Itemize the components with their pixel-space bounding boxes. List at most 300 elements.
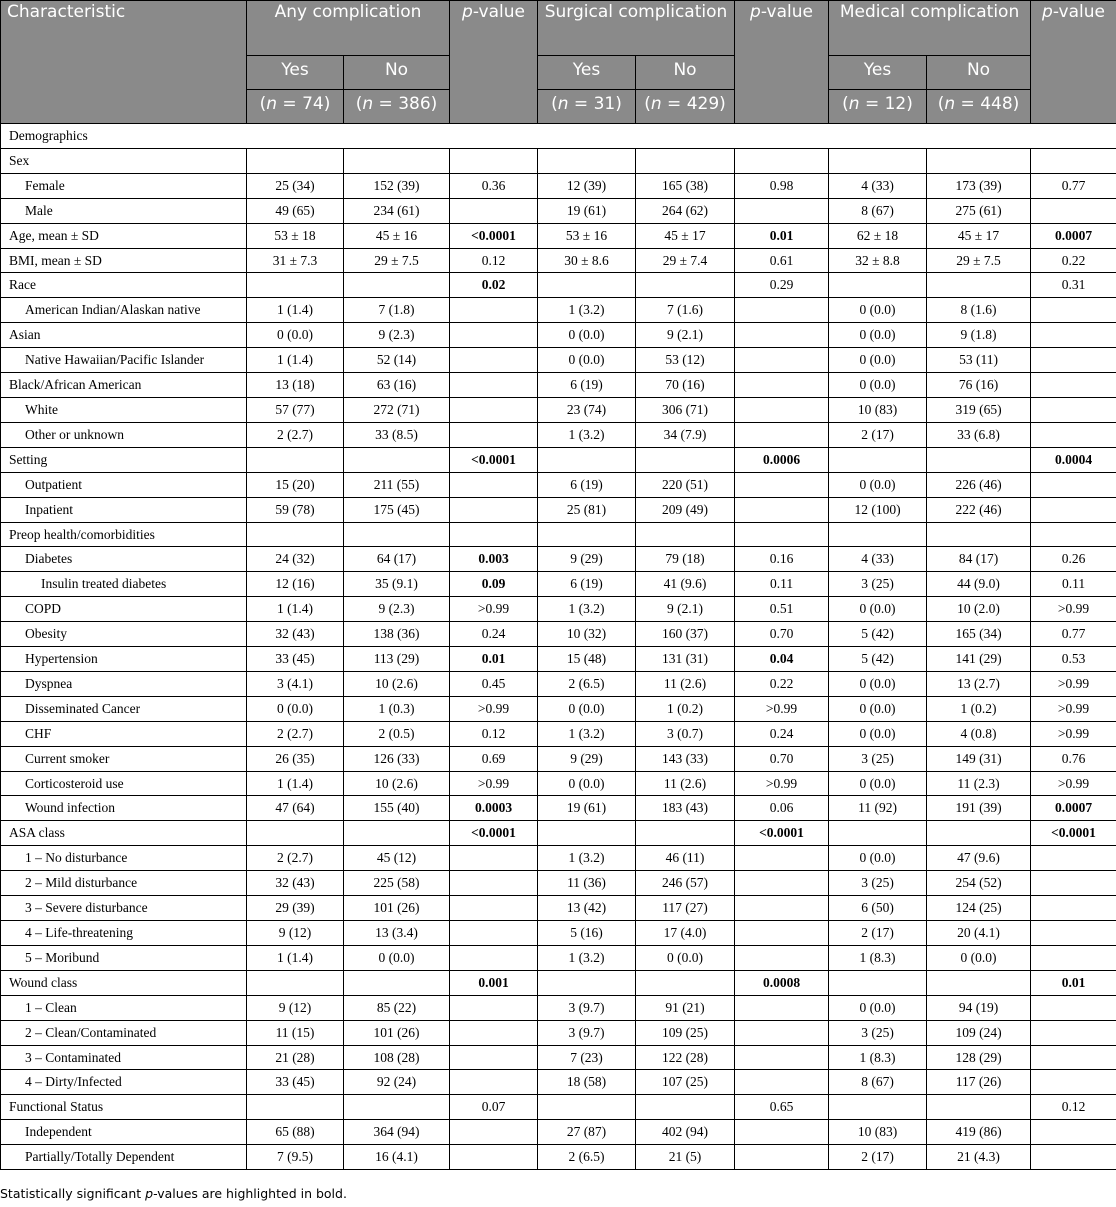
data-cell: 1 (1.4) [247, 597, 344, 622]
data-cell: 25 (81) [538, 497, 636, 522]
data-cell [538, 148, 636, 173]
table-row [1, 198, 1116, 223]
data-cell: 5 (42) [829, 622, 927, 647]
p-value-cell [735, 148, 829, 173]
table-row [1, 746, 1116, 771]
p-value-cell: 0.0007 [1031, 796, 1116, 821]
p-value-cell: 0.11 [1031, 572, 1116, 597]
data-cell: 3 (25) [829, 871, 927, 896]
table-row [1, 871, 1116, 896]
p-value-cell: 0.53 [1031, 647, 1116, 672]
p-value-cell [1031, 323, 1116, 348]
data-cell: 0 (0.0) [829, 348, 927, 373]
data-cell: 419 (86) [927, 1120, 1031, 1145]
p-value-cell [735, 422, 829, 447]
data-cell: 2 (17) [829, 422, 927, 447]
table-row [1, 821, 1116, 846]
data-cell: 117 (27) [636, 896, 735, 921]
p-value-cell [735, 472, 829, 497]
p-italic: p [1042, 2, 1053, 22]
p-value-cell: 0.45 [450, 671, 538, 696]
data-cell: 141 (29) [927, 647, 1031, 672]
row-label: Demographics [1, 124, 1116, 149]
data-cell: 11 (2.6) [636, 771, 735, 796]
header-p-value-medical [1031, 1, 1116, 124]
header-medical-complication: Medical complication [829, 1, 1031, 56]
data-cell [636, 148, 735, 173]
p-value-cell: 0.01 [1031, 970, 1116, 995]
table-row [1, 771, 1116, 796]
p-value-cell: 0.12 [450, 721, 538, 746]
p-value-cell: 0.98 [735, 173, 829, 198]
n-eq: = [568, 94, 594, 114]
row-label: American Indian/Alaskan native [1, 298, 247, 323]
data-cell: 49 (65) [247, 198, 344, 223]
data-cell [538, 273, 636, 298]
p-value-cell [450, 148, 538, 173]
data-cell: 0 (0.0) [829, 696, 927, 721]
table-row [1, 472, 1116, 497]
p-value-cell [735, 1045, 829, 1070]
p-value-cell: >0.99 [1031, 696, 1116, 721]
data-cell: 2 (6.5) [538, 1145, 636, 1170]
table-row [1, 298, 1116, 323]
data-cell: 12 (100) [829, 497, 927, 522]
p-value-cell: 0.12 [1031, 1095, 1116, 1120]
data-cell: 402 (94) [636, 1120, 735, 1145]
row-label: Female [1, 173, 247, 198]
data-cell: 107 (25) [636, 1070, 735, 1095]
footnote-p-italic: p [145, 1186, 154, 1201]
data-cell: 47 (9.6) [927, 846, 1031, 871]
data-cell [829, 970, 927, 995]
table-row [1, 248, 1116, 273]
header-n-surgical-yes [538, 90, 636, 124]
data-cell: 19 (61) [538, 796, 636, 821]
data-cell: 272 (71) [344, 397, 450, 422]
p-value-cell: 0.24 [735, 721, 829, 746]
table-row [1, 522, 1116, 547]
n-value: 74 [302, 94, 324, 114]
data-cell: 211 (55) [344, 472, 450, 497]
p-value-cell: 0.24 [450, 622, 538, 647]
n-eq: = [661, 94, 687, 114]
p-value-cell: 0.29 [735, 273, 829, 298]
data-cell: 1 (3.2) [538, 422, 636, 447]
data-cell: 11 (15) [247, 1020, 344, 1045]
p-value-cell: >0.99 [450, 696, 538, 721]
data-cell [247, 821, 344, 846]
data-cell: 6 (50) [829, 896, 927, 921]
data-cell: 20 (4.1) [927, 921, 1031, 946]
data-cell: 319 (65) [927, 397, 1031, 422]
p-value-cell [1031, 846, 1116, 871]
data-cell: 45 ± 17 [636, 223, 735, 248]
data-cell: 57 (77) [247, 397, 344, 422]
data-cell [344, 447, 450, 472]
data-cell: 33 (8.5) [344, 422, 450, 447]
data-cell: 209 (49) [636, 497, 735, 522]
data-cell: 0 (0.0) [247, 323, 344, 348]
header-surgical-no: No [636, 56, 735, 90]
p-value-cell [735, 945, 829, 970]
table-row [1, 846, 1116, 871]
data-cell [344, 522, 450, 547]
data-cell: 13 (18) [247, 373, 344, 398]
data-cell: 0 (0.0) [829, 846, 927, 871]
header-n-medical-no [927, 90, 1031, 124]
data-cell [344, 821, 450, 846]
header-p-value-any [450, 1, 538, 124]
data-cell: 0 (0.0) [538, 696, 636, 721]
row-label: Preop health/comorbidities [1, 522, 247, 547]
row-label: 4 – Dirty/Infected [1, 1070, 247, 1095]
data-cell: 32 (43) [247, 871, 344, 896]
data-cell: 0 (0.0) [247, 696, 344, 721]
n-value: 448 [980, 94, 1013, 114]
table-row [1, 124, 1116, 149]
header-any-complication: Any complication [247, 1, 450, 56]
p-value-cell: <0.0001 [1031, 821, 1116, 846]
row-label: Asian [1, 323, 247, 348]
data-cell: 23 (74) [538, 397, 636, 422]
data-cell: 275 (61) [927, 198, 1031, 223]
n-value: 429 [686, 94, 720, 114]
table-row [1, 1095, 1116, 1120]
data-cell: 165 (34) [927, 622, 1031, 647]
data-cell: 9 (29) [538, 746, 636, 771]
data-cell: 138 (36) [344, 622, 450, 647]
data-cell: 4 (33) [829, 173, 927, 198]
row-label: COPD [1, 597, 247, 622]
p-value-cell: 0.12 [450, 248, 538, 273]
data-cell: 306 (71) [636, 397, 735, 422]
data-cell: 3 (0.7) [636, 721, 735, 746]
n-open: ( [551, 94, 558, 114]
n-open: ( [355, 94, 363, 114]
row-label: Age, mean ± SD [1, 223, 247, 248]
data-cell: 10 (83) [829, 1120, 927, 1145]
p-value-cell [450, 945, 538, 970]
n-close: ) [1012, 94, 1020, 114]
data-cell: 7 (1.6) [636, 298, 735, 323]
data-cell: 0 (0.0) [829, 373, 927, 398]
table-row [1, 223, 1116, 248]
row-label: 3 – Contaminated [1, 1045, 247, 1070]
table-row [1, 970, 1116, 995]
n-open: ( [937, 94, 945, 114]
p-value-cell [1031, 871, 1116, 896]
p-value-cell [1031, 298, 1116, 323]
p-value-cell [450, 1120, 538, 1145]
n-italic: n [362, 94, 374, 114]
header-n-any-no [344, 90, 450, 124]
data-cell: 59 (78) [247, 497, 344, 522]
n-italic: n [266, 94, 278, 114]
data-cell: 124 (25) [927, 896, 1031, 921]
data-cell [927, 970, 1031, 995]
p-value-cell [1031, 1145, 1116, 1170]
row-label: Wound infection [1, 796, 247, 821]
p-value-cell: >0.99 [1031, 771, 1116, 796]
data-cell [829, 148, 927, 173]
data-cell: 24 (32) [247, 547, 344, 572]
table-row [1, 323, 1116, 348]
p-value-cell: 0.06 [735, 796, 829, 821]
row-label: 2 – Mild disturbance [1, 871, 247, 896]
table-body [1, 124, 1116, 1170]
header-any-yes: Yes [247, 56, 344, 90]
p-value-cell [735, 198, 829, 223]
data-cell [538, 447, 636, 472]
header-characteristic: Characteristic [1, 1, 247, 124]
data-cell: 9 (2.3) [344, 323, 450, 348]
data-cell: 0 (0.0) [829, 298, 927, 323]
data-cell: 94 (19) [927, 995, 1031, 1020]
row-label: Obesity [1, 622, 247, 647]
data-cell [927, 273, 1031, 298]
row-label: Insulin treated diabetes [1, 572, 247, 597]
data-cell: 27 (87) [538, 1120, 636, 1145]
row-label: Outpatient [1, 472, 247, 497]
data-cell: 29 (39) [247, 896, 344, 921]
data-cell: 9 (2.3) [344, 597, 450, 622]
p-value-cell [450, 846, 538, 871]
data-cell: 220 (51) [636, 472, 735, 497]
data-cell: 29 ± 7.5 [927, 248, 1031, 273]
data-cell: 7 (23) [538, 1045, 636, 1070]
data-cell: 5 (16) [538, 921, 636, 946]
data-cell: 1 (3.2) [538, 721, 636, 746]
n-italic: n [944, 94, 956, 114]
p-value-cell: >0.99 [1031, 597, 1116, 622]
data-cell: 143 (33) [636, 746, 735, 771]
table-row [1, 422, 1116, 447]
n-close: ) [719, 94, 726, 114]
row-label: 1 – No disturbance [1, 846, 247, 871]
data-cell: 10 (2.0) [927, 597, 1031, 622]
data-cell: 79 (18) [636, 547, 735, 572]
data-cell: 1 (8.3) [829, 945, 927, 970]
p-value-cell [450, 896, 538, 921]
data-cell: 33 (6.8) [927, 422, 1031, 447]
table-row [1, 497, 1116, 522]
data-cell: 122 (28) [636, 1045, 735, 1070]
data-cell: 10 (2.6) [344, 671, 450, 696]
data-cell: 15 (20) [247, 472, 344, 497]
data-cell: 3 (4.1) [247, 671, 344, 696]
data-cell: 12 (16) [247, 572, 344, 597]
p-value-cell: >0.99 [450, 771, 538, 796]
p-value-cell: 0.04 [735, 647, 829, 672]
row-label: Inpatient [1, 497, 247, 522]
data-cell [538, 821, 636, 846]
header-medical-yes: Yes [829, 56, 927, 90]
p-value-cell [1031, 373, 1116, 398]
p-value-cell: 0.36 [450, 173, 538, 198]
data-cell: 2 (17) [829, 1145, 927, 1170]
p-value-cell: 0.70 [735, 622, 829, 647]
p-value-cell [735, 373, 829, 398]
p-italic: p [750, 2, 761, 22]
n-open: ( [644, 94, 651, 114]
data-cell: 1 (1.4) [247, 945, 344, 970]
data-cell [344, 970, 450, 995]
header-n-medical-yes [829, 90, 927, 124]
table-row [1, 348, 1116, 373]
table-row [1, 1120, 1116, 1145]
data-cell: 11 (2.3) [927, 771, 1031, 796]
data-cell: 0 (0.0) [829, 472, 927, 497]
p-value-cell: 0.22 [1031, 248, 1116, 273]
data-cell: 126 (33) [344, 746, 450, 771]
data-cell: 131 (31) [636, 647, 735, 672]
data-cell: 2 (0.5) [344, 721, 450, 746]
p-value-cell [1031, 148, 1116, 173]
p-value-cell: 0.26 [1031, 547, 1116, 572]
header-any-no: No [344, 56, 450, 90]
data-cell: 33 (45) [247, 647, 344, 672]
p-value-cell [450, 871, 538, 896]
footnote-text-start: Statistically significant [0, 1186, 146, 1201]
data-cell: 165 (38) [636, 173, 735, 198]
p-value-cell: 0.09 [450, 572, 538, 597]
table-row [1, 273, 1116, 298]
data-cell: 1 (8.3) [829, 1045, 927, 1070]
p-suffix: -value [760, 2, 813, 22]
n-close: ) [430, 94, 438, 114]
row-label: Sex [1, 148, 247, 173]
data-cell: 45 (12) [344, 846, 450, 871]
data-cell: 226 (46) [927, 472, 1031, 497]
data-cell: 6 (19) [538, 373, 636, 398]
p-value-cell: 0.02 [450, 273, 538, 298]
table-row [1, 622, 1116, 647]
data-cell: 0 (0.0) [829, 771, 927, 796]
data-cell: 2 (6.5) [538, 671, 636, 696]
p-value-cell [735, 1020, 829, 1045]
data-cell: 1 (3.2) [538, 298, 636, 323]
p-value-cell [450, 1070, 538, 1095]
p-suffix: -value [1052, 2, 1105, 22]
table-row [1, 995, 1116, 1020]
n-italic: n [557, 94, 569, 114]
data-cell [636, 447, 735, 472]
data-cell: 117 (26) [927, 1070, 1031, 1095]
data-cell [636, 522, 735, 547]
p-value-cell [1031, 896, 1116, 921]
data-cell [344, 148, 450, 173]
p-value-cell: 0.76 [1031, 746, 1116, 771]
p-value-cell [450, 921, 538, 946]
p-value-cell [450, 323, 538, 348]
p-value-cell [1031, 397, 1116, 422]
data-cell: 7 (9.5) [247, 1145, 344, 1170]
data-cell [829, 1095, 927, 1120]
data-cell: 3 (25) [829, 572, 927, 597]
p-value-cell: 0.003 [450, 547, 538, 572]
data-cell: 53 ± 16 [538, 223, 636, 248]
p-value-cell: 0.0008 [735, 970, 829, 995]
table-row [1, 373, 1116, 398]
n-value: 386 [398, 94, 431, 114]
data-cell: 18 (58) [538, 1070, 636, 1095]
data-cell: 0 (0.0) [927, 945, 1031, 970]
data-cell: 191 (39) [927, 796, 1031, 821]
table-footnote [0, 1186, 347, 1201]
data-cell [636, 821, 735, 846]
row-label: Functional Status [1, 1095, 247, 1120]
p-value-cell: <0.0001 [450, 447, 538, 472]
p-value-cell [735, 348, 829, 373]
data-cell: 31 ± 7.3 [247, 248, 344, 273]
data-cell: 2 (2.7) [247, 422, 344, 447]
data-cell: 2 (2.7) [247, 721, 344, 746]
data-cell: 1 (3.2) [538, 846, 636, 871]
data-cell: 5 (42) [829, 647, 927, 672]
data-cell: 254 (52) [927, 871, 1031, 896]
row-label: Disseminated Cancer [1, 696, 247, 721]
p-value-cell [450, 348, 538, 373]
data-cell: 10 (32) [538, 622, 636, 647]
data-cell: 9 (2.1) [636, 597, 735, 622]
data-cell: 6 (19) [538, 572, 636, 597]
data-cell [927, 148, 1031, 173]
p-value-cell: 0.61 [735, 248, 829, 273]
data-cell: 1 (0.2) [927, 696, 1031, 721]
data-cell [344, 273, 450, 298]
row-label: Male [1, 198, 247, 223]
p-value-cell [735, 323, 829, 348]
header-n-any-yes [247, 90, 344, 124]
data-cell: 1 (0.3) [344, 696, 450, 721]
data-cell: 0 (0.0) [829, 671, 927, 696]
data-cell [538, 1095, 636, 1120]
p-value-cell: 0.16 [735, 547, 829, 572]
p-value-cell [735, 995, 829, 1020]
data-cell [247, 148, 344, 173]
p-value-cell [1031, 472, 1116, 497]
header-n-surgical-no [636, 90, 735, 124]
table-row [1, 572, 1116, 597]
n-close: ) [615, 94, 622, 114]
p-value-cell [735, 871, 829, 896]
p-value-cell: <0.0001 [450, 821, 538, 846]
data-cell: 160 (37) [636, 622, 735, 647]
p-value-cell [1031, 422, 1116, 447]
n-value: 12 [884, 94, 907, 114]
n-eq: = [277, 94, 303, 114]
data-cell: 32 (43) [247, 622, 344, 647]
data-cell [927, 447, 1031, 472]
data-cell: 1 (1.4) [247, 348, 344, 373]
p-value-cell: 0.22 [735, 671, 829, 696]
data-cell: 25 (34) [247, 173, 344, 198]
data-cell [636, 1095, 735, 1120]
data-cell: 84 (17) [927, 547, 1031, 572]
data-cell: 29 ± 7.4 [636, 248, 735, 273]
row-label: Other or unknown [1, 422, 247, 447]
p-value-cell [735, 298, 829, 323]
data-cell: 44 (9.0) [927, 572, 1031, 597]
data-cell [247, 273, 344, 298]
p-value-cell: 0.07 [450, 1095, 538, 1120]
header-p-value-surgical [735, 1, 829, 124]
data-cell: 3 (9.7) [538, 1020, 636, 1045]
data-cell: 30 ± 8.6 [538, 248, 636, 273]
p-value-cell [735, 1145, 829, 1170]
p-value-cell [450, 397, 538, 422]
